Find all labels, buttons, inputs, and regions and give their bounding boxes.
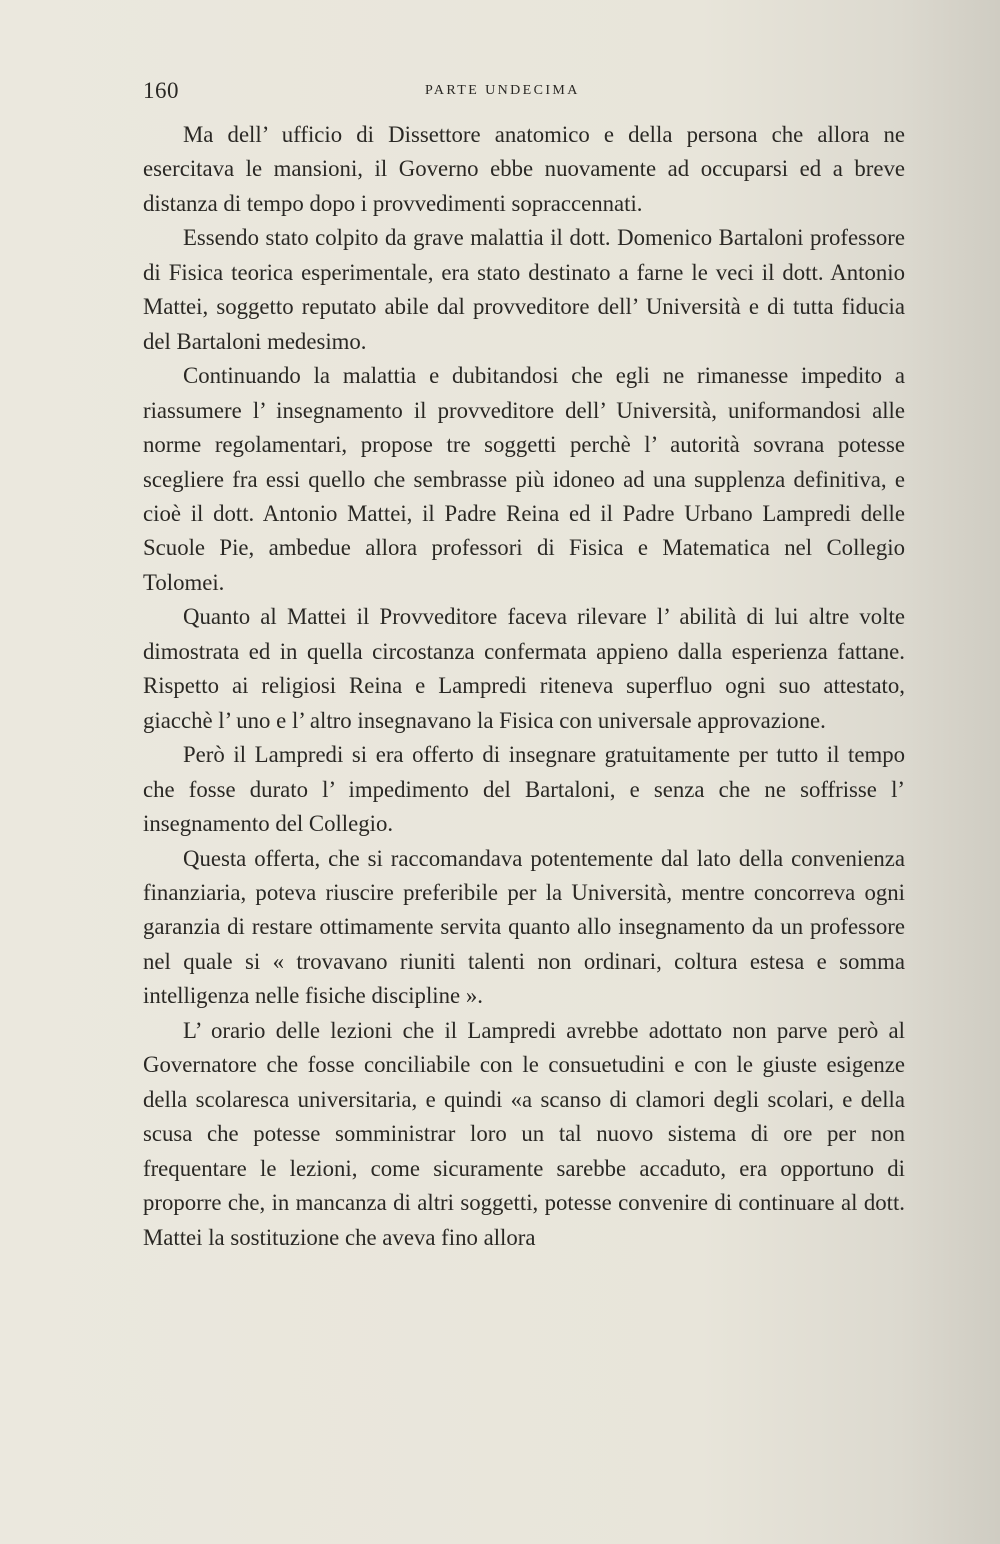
page-number: 160 — [143, 78, 179, 103]
paragraph: Continuando la malattia e dubitandosi che egli ne rimanesse impedito a riassumere l’ insegnamento il provveditore dell’ Università, uniformandosi alle norme regolamentari, propose tre soggetti perchè l’ autorità sovrana potesse scegliere fra essi quello che sembrasse più idoneo ad una supplenza definitiva, e cioè il dott. Antonio Mattei, il Padre Reina ed il Padre Urbano Lampredi delle Scuole Pie, ambedue allora professori di Fisica e Matematica nel Collegio Tolomei. — [143, 363, 905, 595]
paragraph: Essendo stato colpito da grave malattia il dott. Domenico Bartaloni professore di Fisica teorica esperimentale, era stato destinato a farne le veci il dott. Antonio Mattei, soggetto reputato abile dal provveditore dell’ Università e di tutta fiducia del Bartaloni medesimo. — [143, 225, 905, 354]
paragraph: Ma dell’ ufficio di Dissettore anatomico e della persona che allora ne esercitava le mansioni, il Governo ebbe nuovamente ad occuparsi ed a breve distanza di tempo dopo i provvedimenti sopraccennati. — [143, 122, 905, 216]
paragraph: Quanto al Mattei il Provveditore faceva rilevare l’ abilità di lui altre volte dimostrata ed in quella circostanza confermata appieno dalla esperienza fattane. Rispetto ai religiosi Reina e Lampredi riteneva superfluo ogni suo attestato, giacchè l’ uno e l’ altro insegnavano la Fisica con universale approvazione. — [143, 604, 905, 733]
paragraph: Questa offerta, che si raccomandava potentemente dal lato della convenienza finanziaria, poteva riuscire preferibile per la Università, mentre concorreva ogni garanzia di restare ottimamente servita quanto allo insegnamento da un professore nel quale si « trovavano riuniti talenti non ordinari, coltura estesa e somma intelligenza nelle fisiche discipline ». — [143, 845, 905, 1009]
paragraph: L’ orario delle lezioni che il Lampredi avrebbe adottato non parve però al Governatore che fosse conciliabile con le consuetudini e con le giuste esigenze della scolaresca universitaria, e quindi «a scanso di clamori degli scolari, e della scusa che potesse somministrar loro un tal nuovo sistema di ore per non frequentare le lezioni, come sicuramente sarebbe accaduto, era opportuno di proporre che, in mancanza di altri soggetti, potesse convenire di continuare al dott. Mattei la sostituzione che aveva fino allora — [143, 1017, 905, 1250]
body-text — [143, 118, 905, 1255]
page-header — [143, 78, 905, 108]
paragraph: Però il Lampredi si era offerto di insegnare gratuitamente per tutto il tempo che fosse durato l’ impedimento del Bartaloni, e senza che ne soffrisse l’ insegnamento del Collegio. — [143, 742, 905, 837]
running-title: PARTE UNDECIMA — [425, 83, 580, 98]
